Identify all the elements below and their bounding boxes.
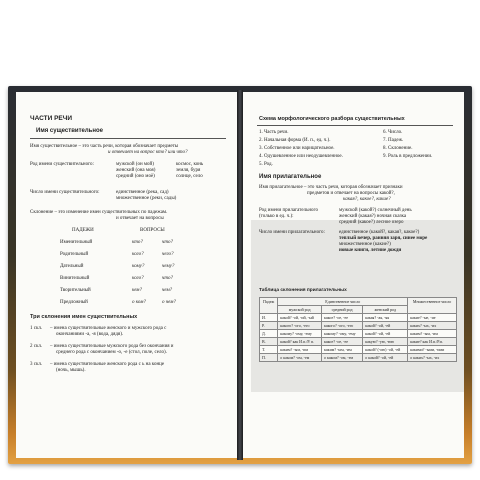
number-value: множественное (реки, сады) xyxy=(116,196,177,201)
scheme-item: 8. Склонение. xyxy=(383,146,413,151)
table-row xyxy=(260,338,457,346)
gender-value: средний (оно моё) xyxy=(116,174,155,179)
table-row xyxy=(260,314,457,322)
divider xyxy=(257,125,453,126)
table-cell: какому? -ому, -ему xyxy=(278,330,322,338)
case-question: кого? xyxy=(132,276,144,281)
table-cell: каким? -ым, -им xyxy=(278,346,322,354)
table-header-row xyxy=(260,298,457,306)
case-question: что? xyxy=(162,240,173,245)
declension-text: – имена существительные мужского рода без окончания и xyxy=(50,344,174,349)
scheme-item: 1. Часть речи. xyxy=(259,130,289,135)
table-cell: П. xyxy=(260,354,278,362)
table-cell: какой? -ой, -ий, -ый xyxy=(278,314,322,322)
declension-text: – имена существительные женского и мужского рода с xyxy=(50,326,167,331)
table-cell: о каких? -ых, -их xyxy=(408,354,457,362)
case-question: о ком? xyxy=(132,300,146,305)
table-cell: какой? -ой, -ей xyxy=(363,330,408,338)
scheme-item: 7. Падеж. xyxy=(383,138,404,143)
gender-value: мужской (он мой) xyxy=(116,162,154,167)
adjective-gender-label: Род имени прилагательного xyxy=(259,208,318,213)
table-header-cell: Множественное число xyxy=(408,298,457,314)
case-question: чем? xyxy=(162,288,173,293)
table-cell: И. xyxy=(260,314,278,322)
table-cell: какой? как И.п./Р. п. xyxy=(278,338,322,346)
case-name: Творительный xyxy=(60,288,91,293)
questions-header: ВОПРОСЫ xyxy=(140,228,165,233)
table-title: Таблица склонения прилагательных xyxy=(259,288,347,293)
scheme-item: 6. Число. xyxy=(383,130,403,135)
table-cell: какой? -ой, -ей xyxy=(363,322,408,330)
table-cell: В. xyxy=(260,338,278,346)
adjective-gender-value: женский (какая?) ночная сказка xyxy=(339,214,407,219)
table-row xyxy=(260,354,457,362)
scheme-item: 2. Начальная форма (И. п., ед. ч.). xyxy=(259,138,331,143)
declension-definition: и отвечает на вопросы xyxy=(116,216,164,221)
declension-text: окончаниями -а, -я (вода, дядя). xyxy=(56,332,124,337)
divider xyxy=(30,138,226,139)
case-name: Предложный xyxy=(60,300,88,305)
noun-definition-line: и отвечает на вопрос кто? или что? xyxy=(108,150,188,155)
case-question: кем? xyxy=(132,288,142,293)
table-cell: Д. xyxy=(260,330,278,338)
table-cell: какими? -ыми, -ими xyxy=(408,346,457,354)
left-page xyxy=(16,92,237,458)
declension-label: 3 скл. xyxy=(30,362,43,367)
gender-label: Род имени существительного: xyxy=(30,162,94,167)
table-cell: о каком? -ом, -ем xyxy=(322,354,363,362)
case-name: Именительный xyxy=(60,240,93,245)
gender-example: космос, конь xyxy=(176,162,204,167)
table-cell: о какой? -ой, -ей xyxy=(363,354,408,362)
table-row xyxy=(260,330,457,338)
page-title: ЧАСТИ РЕЧИ xyxy=(30,115,72,122)
table-header-cell: Падеж xyxy=(260,298,278,314)
table-header-cell: средний род xyxy=(322,306,363,314)
section-title-adjective: Имя прилагательное xyxy=(259,174,322,180)
declension-label: 2 скл. xyxy=(30,344,43,349)
case-question: что? xyxy=(162,276,173,281)
table-header-cell: мужской род xyxy=(278,306,322,314)
table-cell: какого? -ого, -его xyxy=(322,322,363,330)
case-question: о чем? xyxy=(162,300,176,305)
right-page xyxy=(243,92,464,458)
scheme-item: 4. Одушевленное или неодушевленное. xyxy=(259,154,343,159)
declension-text: – имена существительные женского рода с ь на конце xyxy=(50,362,165,367)
adjective-gender-value: средний (какое?) лесное озеро xyxy=(339,220,404,225)
case-name: Родительный xyxy=(60,252,89,257)
table-header-cell: Единственное число xyxy=(278,298,408,306)
table-cell: каким? -ым, -им xyxy=(408,330,457,338)
scheme-title: Схема морфологического разбора существительных xyxy=(259,116,405,122)
table-cell: каких? -ых, -их xyxy=(408,322,457,330)
declension-text: (ночь, мышь). xyxy=(56,368,86,373)
table-cell: какие? как И.п./Р.п. xyxy=(408,338,457,346)
table-cell: какому? -ому, -ему xyxy=(322,330,363,338)
table-cell: какое? -ое, -ее xyxy=(322,314,363,322)
gender-example: земля, буря xyxy=(176,168,201,173)
case-question: кого? xyxy=(132,252,144,257)
table-cell: Р. xyxy=(260,322,278,330)
adjective-number-label: Число имени прилагательного: xyxy=(259,230,325,235)
scheme-item: 9. Роль в предложении. xyxy=(383,154,433,159)
table-cell: какие? -ые, -ие xyxy=(408,314,457,322)
adjective-number-value: теплый вечер, ранняя заря, синее море xyxy=(339,236,428,241)
table-header-cell: женский род xyxy=(363,306,408,314)
section-title-noun: Имя существительное xyxy=(36,128,103,134)
adjective-definition: Имя прилагательное – это часть речи, которая обозначает признаки xyxy=(259,185,403,190)
adjective-gender-label: (только в ед. ч.): xyxy=(259,214,294,219)
adjective-number-value: единственное (какой?, какая?, какое?) xyxy=(339,230,420,235)
table-row xyxy=(260,346,457,354)
scheme-item: 3. Собственное или нарицательное. xyxy=(259,146,335,151)
adjective-definition: какая?, какое?, какие? xyxy=(343,197,391,202)
table-cell: какой? (-ою) -ой, -ей xyxy=(363,346,408,354)
number-value: единственное (река, сад) xyxy=(116,190,169,195)
adjective-number-value: множественное (какие?) xyxy=(339,242,391,247)
scheme-item: 5. Род. xyxy=(259,162,273,167)
number-label: Число имени существительного: xyxy=(30,190,100,195)
adjective-number-value: новые книги, летние дожди xyxy=(339,248,402,253)
table-cell: Т. xyxy=(260,346,278,354)
declension-label: 1 скл. xyxy=(30,326,43,331)
declension-definition: Склонение – это изменение имен существительных по падежам. xyxy=(30,210,168,215)
table-cell: какого? -ого, -его xyxy=(278,322,322,330)
gender-value: женский (она моя) xyxy=(116,168,156,173)
case-question: чему? xyxy=(162,264,175,269)
case-question: кому? xyxy=(132,264,145,269)
table-cell: какую? -ую, -юю xyxy=(363,338,408,346)
adjective-declension-table xyxy=(259,297,457,362)
table-cell: каким? -ым, -им xyxy=(322,346,363,354)
section-title-declensions: Три склонения имен существительных xyxy=(30,314,138,320)
table-cell: какое? -ое, -ее xyxy=(322,338,363,346)
adjective-definition: предметов и отвечает на вопросы какой?, xyxy=(307,191,395,196)
noun-definition-line: Имя существительное – это часть речи, которая обозначает предметы xyxy=(30,144,179,149)
gender-example: солнце, село xyxy=(176,174,203,179)
case-question: чего? xyxy=(162,252,174,257)
case-name: Дательный xyxy=(60,264,84,269)
case-name: Винительный xyxy=(60,276,90,281)
table-cell: о каком? -ом, -ем xyxy=(278,354,322,362)
cases-header: ПАДЕЖИ xyxy=(72,228,94,233)
table-cell: какая? -ая, -яя xyxy=(363,314,408,322)
declension-text: среднего рода с окончанием -о, -е (стол, поле, село). xyxy=(56,350,167,355)
case-question: кто? xyxy=(132,240,143,245)
adjective-gender-value: мужской (какой?) солнечный день xyxy=(339,208,412,213)
table-row xyxy=(260,322,457,330)
